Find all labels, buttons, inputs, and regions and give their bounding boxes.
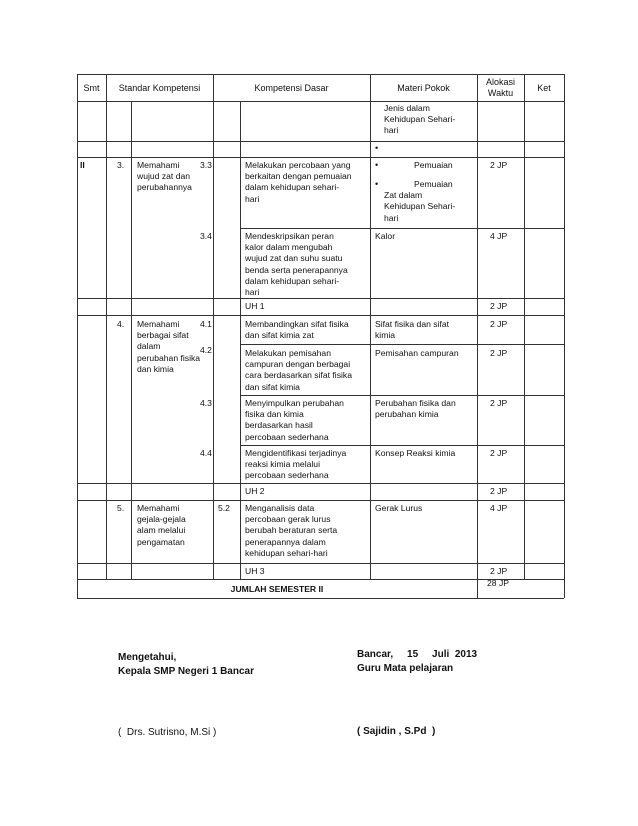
materi-text: Konsep Reaksi kimia bbox=[375, 448, 456, 458]
sk-number: 4. bbox=[117, 319, 125, 329]
sk-text: Memahami wujud zat dan perubahannya bbox=[137, 160, 192, 193]
materi-text: Perubahan fisika dan perubahan kimia bbox=[375, 398, 456, 420]
bullet-marker: • bbox=[375, 143, 379, 153]
kd-text: Menyimpulkan perubahan fisika dan kimia berdasarkan hasil percobaan sederhana bbox=[245, 398, 344, 442]
kd-number: 4.3 bbox=[200, 398, 212, 408]
signature-block bbox=[0, 640, 638, 760]
alokasi-value: 2 JP bbox=[490, 160, 508, 170]
semester-label: II bbox=[80, 160, 85, 170]
header-ket: Ket bbox=[537, 83, 551, 93]
header-materi-pokok: Materi Pokok bbox=[397, 83, 450, 93]
materi-text: Pemisahan campuran bbox=[375, 348, 459, 358]
header-smt: Smt bbox=[83, 83, 100, 93]
materi-text: Sifat fisika dan sifat kimia bbox=[375, 319, 450, 341]
left-sign-line1: Mengetahui, bbox=[118, 652, 177, 663]
bullet-marker: • bbox=[375, 179, 379, 189]
alokasi-value: 2 JP bbox=[490, 448, 508, 458]
sk-text: Memahami berbagai sifat dalam perubahan fisika dan kimia bbox=[137, 319, 201, 374]
uh-label: UH 3 bbox=[245, 566, 265, 576]
right-sign-name: ( Sajidin , S.Pd ) bbox=[357, 726, 436, 737]
alokasi-value: 2 JP bbox=[490, 301, 508, 311]
kd-text: Melakukan percobaan yang berkaitan dengan pemuaian dalam kehidupan sehari- hari bbox=[245, 160, 352, 204]
kd-text: Melakukan pemisahan campuran dengan berbagai cara berdasarkan sifat fisika dan sifat kimia bbox=[245, 348, 352, 392]
header-standar-kompetensi: Standar Kompetensi bbox=[118, 83, 201, 93]
materi-text: Pemuaian Zat dalam Kehidupan Sehari- hari bbox=[384, 179, 456, 223]
left-sign-name: ( Drs. Sutrisno, M.Si ) bbox=[118, 727, 217, 738]
alokasi-value: 4 JP bbox=[490, 503, 508, 513]
materi-text: Pemuaian bbox=[414, 160, 453, 170]
alokasi-value: 2 JP bbox=[490, 566, 508, 576]
materi-text: Kalor bbox=[375, 231, 396, 241]
kd-number: 3.3 bbox=[200, 160, 212, 170]
right-sign-line1: Bancar, 15 Juli 2013 bbox=[357, 649, 478, 660]
total-label: JUMLAH SEMESTER II bbox=[230, 584, 324, 594]
alokasi-value: 2 JP bbox=[490, 319, 508, 329]
alokasi-value: 2 JP bbox=[490, 348, 508, 358]
materi-text: Gerak Lurus bbox=[375, 503, 423, 513]
kd-number: 4.1 bbox=[200, 319, 212, 329]
alokasi-value: 2 JP bbox=[490, 486, 508, 496]
kd-text: Mengidentifikasi terjadinya reaksi kimia melalui percobaan sederhana bbox=[245, 448, 347, 481]
uh-label: UH 1 bbox=[245, 301, 265, 311]
alokasi-value: 2 JP bbox=[490, 398, 508, 408]
sk-number: 5. bbox=[117, 503, 125, 513]
kd-number: 4.2 bbox=[200, 345, 212, 355]
kd-number: 4.4 bbox=[200, 448, 212, 458]
kd-text: Menganalisis data percobaan gerak lurus berubah beraturan serta penerapannya dalam kehidupan sehari-hari bbox=[245, 503, 338, 558]
total-value: 28 JP bbox=[487, 578, 509, 588]
uh-label: UH 2 bbox=[245, 486, 265, 496]
kd-text: Mendeskripsikan peran kalor dalam mengubah wujud zat dan suhu suatu benda serta penerapannya dalam kehidupan sehari- hari bbox=[245, 231, 348, 298]
header-kompetensi-dasar: Kompetensi Dasar bbox=[254, 83, 329, 93]
left-sign-line2: Kepala SMP Negeri 1 Bancar bbox=[118, 666, 254, 677]
alokasi-value: 4 JP bbox=[490, 231, 508, 241]
sk-text: Memahami gejala-gejala alam melalui pengamatan bbox=[137, 503, 186, 547]
materi-jenis: Jenis dalam Kehidupan Sehari- hari bbox=[384, 103, 456, 136]
right-sign-line2: Guru Mata pelajaran bbox=[357, 663, 454, 674]
kd-number: 5.2 bbox=[218, 503, 230, 513]
bullet-marker: • bbox=[375, 160, 379, 170]
kd-number: 3.4 bbox=[200, 231, 212, 241]
kd-text: Membandingkan sifat fisika dan sifat kimia zat bbox=[245, 319, 349, 341]
sk-number: 3. bbox=[117, 160, 125, 170]
header-alokasi-waktu: Alokasi Waktu bbox=[485, 77, 515, 98]
